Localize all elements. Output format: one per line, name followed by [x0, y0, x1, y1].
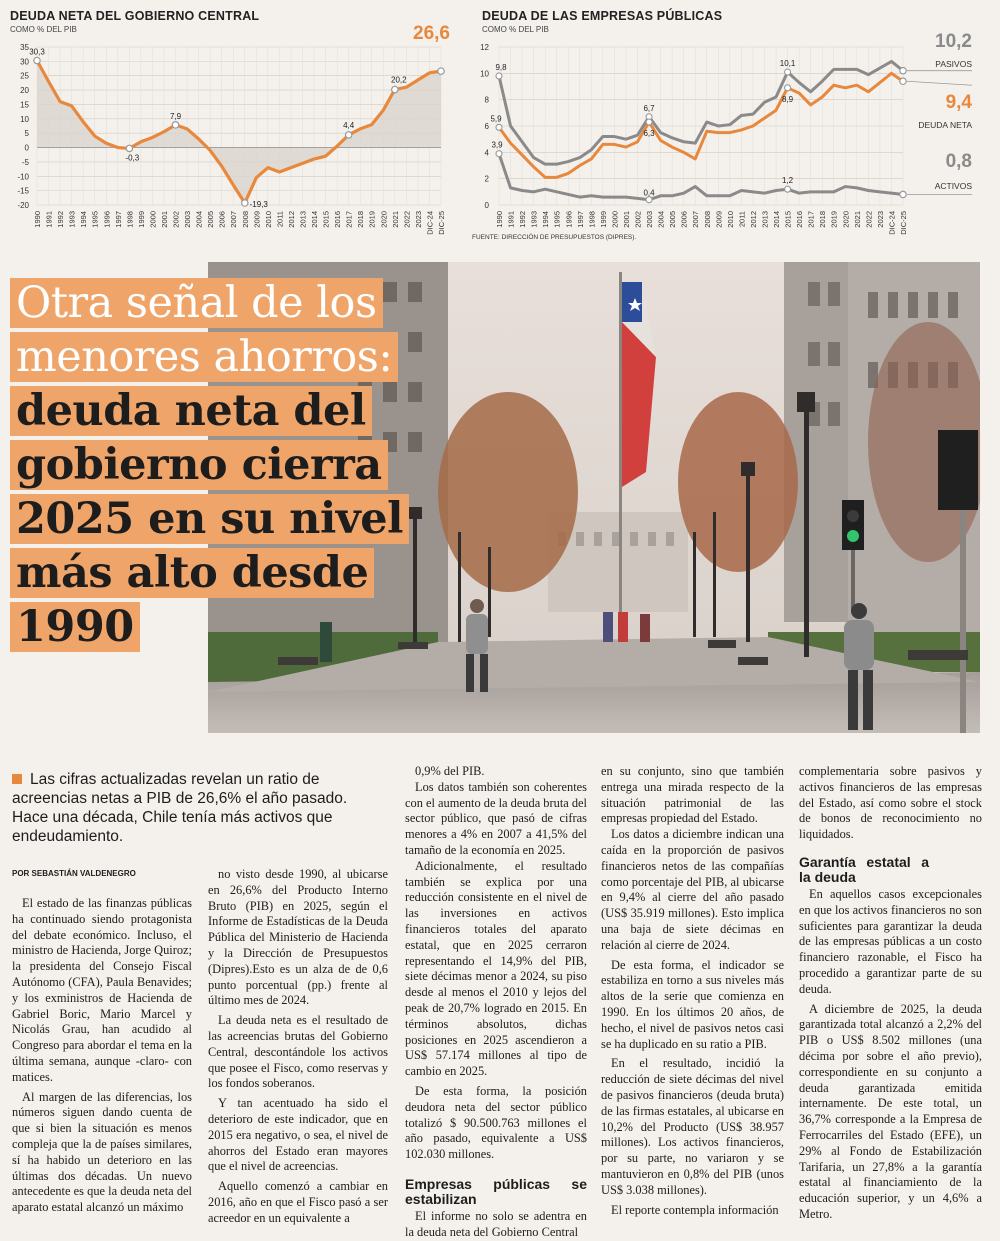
- paragraph: Los datos a diciembre indican una caída en la proporción de pasivos financieros netos de las compañías como porcentaje del PIB, al ubicarse en 9,4% al cierre del año pasado (US$ 35.919 millones). Esto implica una baja de siete décimas en relación al cierre de 2024.: [601, 827, 784, 952]
- chart2-title: DEUDA DE LAS EMPRESAS PÚBLICAS: [482, 9, 723, 23]
- headline-line-6: más alto desde: [10, 548, 374, 598]
- paragraph: Y tan acentuado ha sido el deterioro de este indicador, que en 2015 era negativo, o sea, el nivel de ahorros del Estado eran mayores que el nivel de acreencias.: [208, 1096, 388, 1174]
- x-tick-label: 1993: [529, 211, 539, 228]
- y-tick-label: -20: [17, 201, 29, 210]
- paragraph: Aquello comenzó a cambiar en 2016, año en que el Fisco pasó a ser acreedor en un equivalente a: [208, 1179, 388, 1225]
- x-tick-label: 2008: [240, 211, 250, 228]
- data-label: 5,9: [490, 114, 502, 124]
- series-legend-label: ACTIVOS: [934, 181, 972, 191]
- x-tick-label: 2006: [217, 211, 227, 228]
- data-point: [496, 124, 502, 130]
- y-tick-label: 4: [484, 148, 489, 158]
- paragraph: Al margen de las diferencias, los números siguen dando cuenta de que si bien la situación es menos compleja que la de países similares, sí ha habido un deterioro en las últimas dos décadas. Un nuevo antecedente es que la deuda neta del aparato estatal alcanzó un máximo: [12, 1089, 192, 1215]
- body-column-1: [12, 896, 192, 1216]
- data-point: [496, 151, 502, 157]
- data-point: [785, 85, 791, 91]
- public-companies-debt-chart: [470, 15, 990, 250]
- data-label: 10,1: [779, 59, 796, 69]
- paragraph: Adicionalmente, el resultado también se explica por una reducción consistente en el nivel de las inversiones en activos financieros totales del aparato estatal, que en 2025 cerraron representando el 14,9% del PIB, siete décimas menor a 2024, su piso desde al menos el 2010 y lejos del peak de 20,7% logrado en 2015. En términos absolutos, dichas posiciones en 2025 ascendieron a US$ 57.174 millones al tipo de cambio en 2025.: [405, 858, 587, 1079]
- x-tick-label: 2017: [344, 211, 354, 228]
- data-label: 1,2: [782, 176, 794, 186]
- data-label: 3,9: [491, 140, 503, 150]
- x-tick-label: 2003: [183, 211, 193, 228]
- y-tick-label: -5: [21, 157, 29, 167]
- paragraph: en su conjunto, sino que también entrega una mirada respecto de la situación patrimonial de las empresas propiedad del Estado.: [601, 764, 784, 826]
- x-tick-label: DIC-25: [437, 211, 446, 235]
- x-tick-label: 2000: [148, 211, 158, 228]
- x-tick-label: 1995: [552, 211, 562, 228]
- x-tick-label: 1992: [518, 211, 528, 228]
- headline-line-3: deuda neta del: [10, 386, 372, 436]
- x-tick-label: 2018: [818, 211, 828, 228]
- data-point: [496, 73, 502, 79]
- y-tick-label: -10: [17, 172, 29, 182]
- x-tick-label: DIC-24: [425, 211, 435, 235]
- chart2-subtitle: COMO % DEL PIB: [482, 25, 549, 34]
- paragraph: El estado de las finanzas públicas ha continuado siendo protagonista del debate económico. Incluso, el ministro de Hacienda, Jorge Quiroz; la presidenta del Consejo Fiscal Autónomo (CFA), Paula Benavides; y los exministros de Hacienda de Gabriel Boric, Mario Marcel y Nicolás Grau, han acudido al Congreso para abordar el tema en la última semana, aunque -claro- con matices.: [12, 896, 192, 1084]
- x-tick-label: 2001: [621, 211, 631, 228]
- x-tick-label: 1996: [102, 211, 112, 228]
- x-tick-label: 1994: [79, 211, 89, 228]
- x-tick-label: 2019: [829, 211, 839, 228]
- x-tick-label: 2006: [679, 211, 689, 228]
- data-label: 20,2: [391, 75, 407, 85]
- x-tick-label: 1999: [136, 211, 146, 228]
- data-point: [126, 145, 132, 151]
- body-column-3: [405, 764, 587, 1241]
- chart1-subtitle: COMO % DEL PIB: [10, 25, 77, 34]
- data-label: -19,3: [249, 199, 268, 209]
- x-tick-label: 2008: [702, 211, 712, 228]
- data-label: 6,3: [643, 129, 655, 139]
- x-tick-label: 1991: [506, 211, 516, 228]
- x-tick-label: 2023: [413, 211, 423, 228]
- series-end-value: 10,2: [935, 31, 972, 52]
- y-tick-label: 30: [20, 57, 29, 67]
- x-tick-label: 1995: [90, 211, 100, 228]
- paragraph: 0,9% del PIB.: [415, 764, 485, 778]
- data-point: [242, 200, 248, 206]
- x-tick-label: 2001: [159, 211, 169, 228]
- headline-line-4: gobierno cierra: [10, 440, 388, 490]
- chart1-title: DEUDA NETA DEL GOBIERNO CENTRAL: [10, 9, 260, 23]
- y-tick-label: 0: [484, 201, 489, 210]
- body-column-2: [208, 867, 388, 1227]
- series-end-value: 9,4: [945, 92, 972, 113]
- data-point: [34, 57, 40, 63]
- x-tick-label: 2007: [229, 211, 239, 228]
- x-tick-label: 1990: [495, 211, 504, 228]
- y-tick-label: 12: [480, 43, 489, 52]
- x-tick-label: 2011: [275, 211, 285, 228]
- x-tick-label: 1994: [541, 211, 551, 228]
- data-label: 6,7: [643, 103, 655, 113]
- data-point: [785, 69, 791, 75]
- bullet-square-icon: [12, 774, 22, 784]
- headline-line-2: menores ahorros:: [10, 332, 398, 382]
- x-tick-label: 2007: [691, 211, 701, 228]
- data-point: [900, 68, 906, 74]
- paragraph: A diciembre de 2025, la deuda garantizada total alcanzó a 2,2% del PIB o US$ 8.502 millones (una décima por sobre el año previo), correspondiente en su conjunto a deuda garantizada emitida internamente. De este total, un 36,7% corresponde a la Empresa de Ferrocarriles del Estado (EFE), un 29% al Fondo de Estabilización Tarifaria, un 27,8% a la garantía estatal al financiamiento de la educación superior, y un 4,6% a Metro.: [799, 1001, 982, 1221]
- y-tick-label: 15: [20, 100, 29, 110]
- x-tick-label: 2018: [356, 211, 366, 228]
- x-tick-label: 2017: [806, 211, 816, 228]
- x-tick-label: 2016: [333, 211, 343, 228]
- x-tick-label: 2002: [633, 211, 643, 228]
- x-tick-label: 2022: [402, 211, 412, 228]
- y-tick-label: 25: [20, 71, 29, 81]
- x-tick-label: 2021: [852, 211, 862, 228]
- x-tick-label: 2000: [610, 211, 620, 228]
- body-column-5: [799, 764, 982, 1223]
- source-note: FUENTE: DIRECCIÓN DE PRESUPUESTOS (DIPRES).: [472, 234, 637, 241]
- paragraph: La deuda neta es el resultado de las acreencias brutas del Gobierno Central, descontándole los activos que posee el Fisco, como reservas y los fondos soberanos.: [208, 1013, 388, 1091]
- data-point: [900, 191, 906, 197]
- subheading-empresas-publicas: Empresas públicas se estabilizan: [405, 1175, 587, 1207]
- x-tick-label: 2012: [748, 211, 758, 228]
- x-tick-label: 1997: [113, 211, 123, 228]
- paragraph: De esta forma, la posición deudora neta del sector público totalizó $ 90.500.763 millones el año pasado, equivalente a US$ 102.030 millones.: [405, 1083, 587, 1162]
- deck-text: Las cifras actualizadas revelan un ratio de acreencias netas a PIB de 26,6% el año pasado. Hace una década, Chile tenía más activos que endeudamiento.: [12, 771, 348, 845]
- x-tick-label: 2002: [171, 211, 181, 228]
- x-tick-label: 2009: [714, 210, 724, 228]
- deck: [12, 770, 382, 846]
- data-label: -0,3: [125, 153, 140, 163]
- y-tick-label: 10: [20, 114, 29, 124]
- data-label: 7,9: [169, 111, 182, 121]
- x-tick-label: 2023: [875, 211, 885, 228]
- x-tick-label: 1997: [575, 211, 585, 228]
- headline-line-1: Otra señal de los: [10, 278, 383, 328]
- series-legend-label: DEUDA NETA: [918, 120, 972, 130]
- x-tick-label: 2010: [263, 211, 273, 228]
- data-point: [345, 132, 351, 138]
- y-tick-label: 6: [484, 122, 489, 131]
- area-fill: [37, 61, 441, 203]
- paragraph: no visto desde 1990, al ubicarse en 26,6% del Producto Interno Bruto (PIB) en 2025, según el Informe de Estadísticas de la Deuda Pública del Ministerio de Hacienda y la Dirección de Presupuestos (Dipres).Esto es un alza de de 0,6 punto porcentual (pp.) frente al último mes de 2024.: [208, 867, 388, 1008]
- data-label: 4,4: [343, 120, 355, 130]
- headline-line-7: 1990: [10, 602, 140, 652]
- headline-line-5: 2025 en su nivel: [10, 494, 409, 544]
- paragraph: El informe no solo se adentra en la deuda neta del Gobierno Central: [405, 1208, 587, 1239]
- x-tick-label: 2011: [737, 211, 747, 228]
- x-tick-label: 2016: [795, 211, 805, 228]
- x-tick-label: 1990: [33, 211, 42, 228]
- x-tick-label: 2009: [252, 211, 262, 228]
- y-tick-label: 2: [484, 174, 489, 184]
- paragraph: En aquellos casos excepcionales en que los activos financieros no son suficientes para garantizar la deuda de las empresas públicas a un costo financiero razonable, el Fisco ha procedido a garantizar parte de su deuda.: [799, 886, 982, 996]
- x-tick-label: 2004: [656, 211, 666, 228]
- y-tick-label: 8: [484, 95, 489, 105]
- x-tick-label: 2013: [760, 211, 770, 228]
- data-point: [900, 78, 906, 84]
- x-tick-label: 2012: [286, 211, 296, 228]
- x-tick-label: 1998: [587, 211, 597, 228]
- net-debt-chart: [0, 15, 460, 250]
- y-tick-label: 5: [24, 129, 29, 139]
- x-tick-label: 2019: [367, 211, 377, 228]
- headline: [10, 278, 450, 656]
- data-label: 8,9: [782, 94, 794, 104]
- body-column-4: [601, 764, 784, 1218]
- x-tick-label: 2013: [298, 211, 308, 228]
- connector-line: [907, 81, 972, 85]
- x-tick-label: 2005: [206, 211, 216, 228]
- y-tick-label: 0: [24, 143, 29, 153]
- x-tick-label: 2015: [783, 211, 793, 228]
- x-tick-label: 2015: [321, 211, 331, 228]
- x-tick-label: 1993: [67, 211, 77, 228]
- x-tick-label: 2014: [310, 211, 320, 228]
- data-point: [646, 119, 652, 125]
- highlight-value: 26,6: [413, 23, 450, 44]
- data-label: 9,8: [495, 62, 507, 72]
- y-tick-label: 10: [480, 69, 489, 79]
- byline: POR SEBASTIÁN VALDENEGRO: [12, 869, 136, 878]
- data-label: 30,3: [29, 47, 45, 57]
- x-tick-label: DIC-25: [899, 211, 908, 235]
- x-tick-label: 2020: [841, 211, 851, 228]
- series-end-value: 0,8: [945, 151, 972, 172]
- x-tick-label: 1991: [44, 211, 54, 228]
- y-tick-label: -15: [17, 186, 29, 196]
- x-tick-label: 2003: [645, 211, 655, 228]
- x-tick-label: 2010: [725, 211, 735, 228]
- x-tick-label: 1998: [125, 211, 135, 228]
- x-tick-label: 1996: [564, 211, 574, 228]
- data-point: [785, 186, 791, 192]
- x-tick-label: 1992: [56, 211, 66, 228]
- data-point: [172, 122, 178, 128]
- data-point: [392, 86, 398, 92]
- series-line-deuda-neta: [499, 73, 903, 177]
- subheading-garantia-estatal: Garantía estatal a la deuda: [799, 853, 929, 885]
- y-tick-label: 35: [20, 43, 29, 52]
- x-tick-label: 2022: [864, 211, 874, 228]
- paragraph: El reporte contempla información: [611, 1202, 779, 1217]
- x-tick-label: 2020: [379, 211, 389, 228]
- data-point: [438, 68, 444, 74]
- paragraph: En el resultado, incidió la reducción de siete décimas del nivel de pasivos financieros (deuda bruta) de las firmas estatales, al ubicarse en 10,2% del Producto (US$ 38.957 millones). Los activos financieros, por su parte, no variaron y se mantuvieron en 0,8% del PIB (unos US$ 3.038 millones).: [601, 1056, 784, 1197]
- x-tick-label: 1999: [598, 211, 608, 228]
- x-tick-label: 2004: [194, 211, 204, 228]
- x-tick-label: 2005: [668, 211, 678, 228]
- x-tick-label: 2021: [390, 211, 400, 228]
- paragraph: complementaria sobre pasivos y activos financieros de las empresas del Estado, así como sobre el stock de bonos de reconocimiento no liquidados.: [799, 764, 982, 842]
- y-tick-label: 20: [20, 86, 29, 96]
- paragraph: Los datos también son coherentes con el aumento de la deuda bruta del sector público, que pasó de cifras menores a 4% en 2007 a 41,5% del tamaño de la economía en 2025.: [405, 779, 587, 857]
- x-tick-label: DIC-24: [887, 211, 897, 235]
- paragraph: De esta forma, el indicador se estabiliza en torno a sus niveles más altos de la serie que comienza en 1990. En los últimos 20 años, de hecho, el nivel de pasivos netos casi se ha duplicado en su ratio a PIB.: [601, 957, 784, 1051]
- data-label: 0,4: [643, 188, 655, 198]
- series-legend-label: PASIVOS: [935, 59, 972, 69]
- x-tick-label: 2014: [772, 211, 782, 228]
